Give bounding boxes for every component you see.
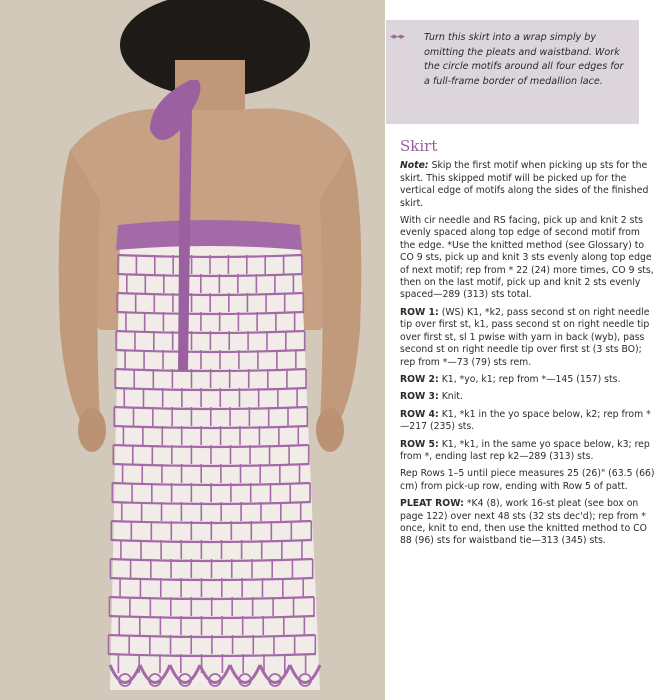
sidebar-note: Turn this skirt into a wrap simply by omitting the pleats and waistband. Work the circle motifs around all four edges for a full-frame border of medallion lace. [424, 32, 624, 87]
note-text: Skip the first motif when picking up sts for the skirt. This skipped motif will be picked up for the vertical edge of motifs along the sides of the finished skirt. [400, 160, 649, 209]
pleat-label: PLEAT ROW: [400, 498, 464, 510]
left-hand [78, 408, 106, 452]
row-label: ROW 2: [400, 373, 439, 385]
row-label: ROW 1: [400, 306, 439, 318]
wrap-tip-sidebar [386, 20, 639, 124]
pleat-row [400, 498, 658, 548]
repeat-paragraph: Rep Rows 1–5 until piece measures 25 (26)" (63.5 (66) cm) from pick-up row, ending with Row 5 of patt. [400, 468, 655, 492]
row-text: Knit. [438, 391, 463, 403]
section-title: Skirt [400, 137, 438, 155]
pattern-text [400, 137, 658, 553]
row-text: (WS) K1, *k2, pass second st on right needle tip over first st, k1, pass second st on right needle tip over first st, sl 1 pwise with yarn in back (wyb), pass second st on right needle tip over first st (3 sts BO); rep from *—73 (79) sts rem. [400, 306, 650, 368]
note-paragraph [400, 160, 658, 210]
row-1 [400, 307, 658, 369]
note-label: Note: [400, 160, 429, 172]
arrow-ornament-icon: ◂▸◂▸ [390, 32, 405, 42]
row-label: ROW 3: [400, 391, 439, 403]
pleat-text: *K4 (8), work 16-st pleat (see box on page 122) over next 48 sts (32 sts dec'd); rep from * once, knit to end, then use the knitted method to CO 88 (96) sts for waistband tie—313 (345) sts. [400, 498, 647, 547]
row-text: K1, *k1 in the yo space below, k2; rep from *—217 (235) sts. [400, 408, 651, 433]
row-text: K1, *yo, k1; rep from *—145 (157) sts. [438, 373, 621, 385]
row-2 [400, 374, 658, 386]
row-5 [400, 439, 658, 464]
row-label: ROW 4: [400, 408, 439, 420]
top-band [116, 220, 302, 250]
row-4 [400, 409, 658, 434]
right-hand [316, 408, 344, 452]
intro-paragraph: With cir needle and RS facing, pick up and knit 2 sts evenly spaced along top edge of second motif from the edge. *Use the knitted method (see Glossary) to CO 9 sts, pick up and knit 3 sts evenly along top edge of next motif; rep from * 22 (24) more times, CO 9 sts, then on the last motif, pick up and knit 2 sts evenly spaced—289 (313) sts total. [400, 215, 654, 301]
row-label: ROW 5: [400, 438, 439, 450]
row-3 [400, 391, 658, 403]
row-text: K1, *k1, in the same yo space below, k3; rep from *, ending last rep k2—289 (313) sts. [400, 438, 650, 462]
